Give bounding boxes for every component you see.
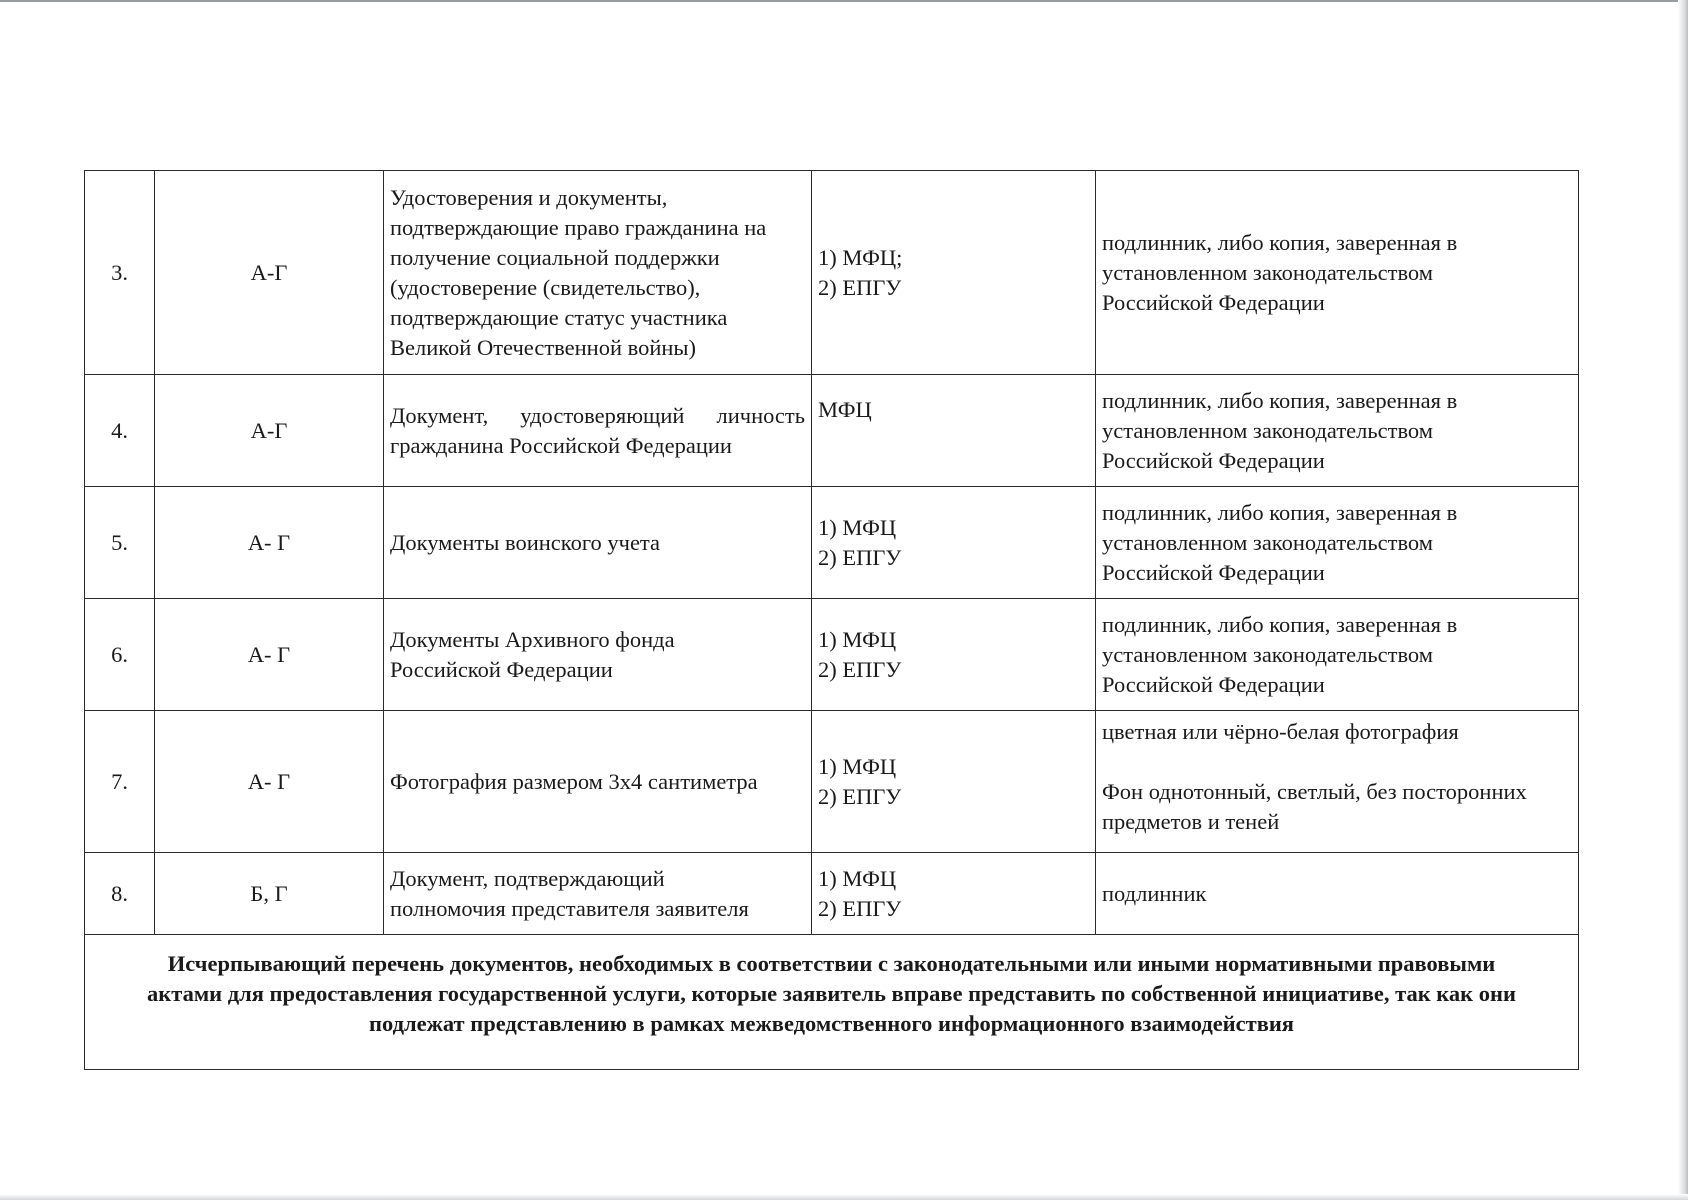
channel-line: 1) МФЦ (818, 514, 897, 540)
submission-channel (812, 487, 1096, 599)
section-heading (85, 935, 1579, 1070)
document-name (384, 853, 812, 935)
document-name (384, 171, 812, 375)
section-heading-line: Исчерпывающий перечень документов, необходимых в соответствии с законодательными или иными нормативными правовыми (167, 951, 1496, 976)
document-name-line: полномочия представителя заявителя (390, 895, 749, 921)
document-requirements (1096, 171, 1579, 375)
scan-right-edge (1678, 0, 1688, 1200)
channel-line: 1) МФЦ (818, 626, 897, 652)
document-name (384, 599, 812, 711)
row-number: 5. (85, 487, 155, 599)
scan-top-edge (0, 0, 1688, 2)
table-row (85, 487, 1579, 599)
row-category: А- Г (155, 599, 384, 711)
document-name-line: Документы Архивного фонда (390, 626, 675, 652)
requirement-line: установленном законодательством (1102, 259, 1433, 285)
requirement-spacer (1102, 747, 1572, 777)
document-requirements (1096, 487, 1579, 599)
channel-line: 1) МФЦ (818, 865, 897, 891)
table-row (85, 375, 1579, 487)
requirement-line: Российской Федерации (1102, 671, 1325, 697)
submission-channel (812, 171, 1096, 375)
section-heading-line: подлежат представлению в рамках межведомственного информационного взаимодействия (369, 1011, 1294, 1036)
submission-channel (812, 853, 1096, 935)
row-category: Б, Г (155, 853, 384, 935)
document-requirements (1096, 853, 1579, 935)
document-requirements (1096, 711, 1579, 853)
requirement-line: подлинник, либо копия, заверенная в (1102, 499, 1458, 525)
requirement-line: Фон однотонный, светлый, без посторонних (1102, 779, 1527, 804)
requirement-line: цветная или чёрно-белая фотография (1102, 719, 1459, 744)
row-number: 6. (85, 599, 155, 711)
requirement-line: Российской Федерации (1102, 289, 1325, 315)
document-name-line: Удостоверения и документы, (390, 184, 668, 210)
row-number: 4. (85, 375, 155, 487)
row-number: 3. (85, 171, 155, 375)
row-number: 8. (85, 853, 155, 935)
row-category: А- Г (155, 487, 384, 599)
document-requirements (1096, 599, 1579, 711)
requirement-line: установленном законодательством (1102, 417, 1433, 443)
table-row (85, 171, 1579, 375)
document-name-line: гражданина Российской Федерации (390, 432, 732, 458)
document-name-line: подтверждающие статус участника (390, 304, 728, 330)
table-row (85, 711, 1579, 853)
requirement-line: установленном законодательством (1102, 529, 1433, 555)
requirement-line: предметов и теней (1102, 809, 1280, 834)
channel-line: 2) ЕПГУ (818, 274, 902, 300)
requirement-line: установленном законодательством (1102, 641, 1433, 667)
table-row (85, 599, 1579, 711)
channel-line: 1) МФЦ; (818, 244, 903, 270)
documents-table (84, 170, 1579, 1070)
document-name-line: Документы воинского учета (390, 529, 661, 555)
requirement-line: Российской Федерации (1102, 559, 1325, 585)
requirement-line: подлинник, либо копия, заверенная в (1102, 387, 1458, 413)
submission-channel (812, 375, 1096, 487)
document-name-line: подтверждающие право гражданина на (390, 214, 767, 240)
document-name (384, 711, 812, 853)
channel-line: МФЦ (818, 397, 872, 422)
channel-line: 2) ЕПГУ (818, 783, 902, 809)
document-name-line: Документ, подтверждающий (390, 865, 665, 891)
submission-channel (812, 599, 1096, 711)
document-name-line: (удостоверение (свидетельство), (390, 274, 701, 300)
document-name-line: Фотография размером 3х4 сантиметра (390, 768, 758, 794)
requirement-line: подлинник (1102, 880, 1207, 906)
channel-line: 2) ЕПГУ (818, 895, 902, 921)
submission-channel (812, 711, 1096, 853)
document-name-line: Российской Федерации (390, 656, 613, 682)
channel-line: 2) ЕПГУ (818, 544, 902, 570)
row-number: 7. (85, 711, 155, 853)
document-name-line: получение социальной поддержки (390, 244, 720, 270)
row-category: А-Г (155, 375, 384, 487)
channel-line: 2) ЕПГУ (818, 656, 902, 682)
document-name (384, 375, 812, 487)
section-heading-line: актами для предоставления государственной услуги, которые заявитель вправе представить по собственной инициативе, так как они (147, 981, 1516, 1006)
scan-bottom-edge (0, 1194, 1688, 1200)
document-name-line: Документ, удостоверяющий личность (390, 402, 805, 428)
table-row (85, 853, 1579, 935)
row-category: А-Г (155, 171, 384, 375)
requirement-line: подлинник, либо копия, заверенная в (1102, 229, 1458, 255)
requirement-line: подлинник, либо копия, заверенная в (1102, 611, 1458, 637)
document-name (384, 487, 812, 599)
section-heading-row (85, 935, 1579, 1070)
document-name-line: Великой Отечественной войны) (390, 334, 697, 360)
document-requirements (1096, 375, 1579, 487)
row-category: А- Г (155, 711, 384, 853)
requirement-line: Российской Федерации (1102, 447, 1325, 473)
channel-line: 1) МФЦ (818, 753, 897, 779)
